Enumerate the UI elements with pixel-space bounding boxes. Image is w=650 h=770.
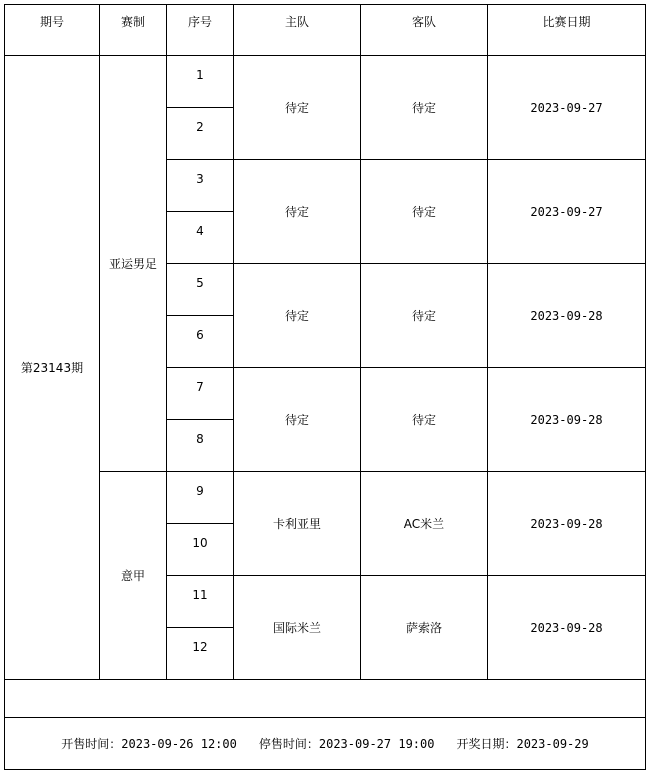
seq-cell: 1	[167, 56, 234, 108]
seq-cell: 12	[167, 628, 234, 680]
competition-cell: 意甲	[100, 472, 167, 680]
home-team-cell: 待定	[234, 160, 361, 264]
sale-start-value: 2023-09-26 12:00	[121, 736, 237, 751]
footer-row	[5, 718, 646, 770]
seq-cell: 5	[167, 264, 234, 316]
header-date: 比赛日期	[488, 5, 646, 56]
header-issue: 期号	[5, 5, 100, 56]
draw-date-label: 开奖日期：	[456, 736, 517, 751]
seq-cell: 8	[167, 420, 234, 472]
match-date-cell: 2023-09-28	[488, 264, 646, 368]
match-date-cell: 2023-09-27	[488, 160, 646, 264]
seq-cell: 4	[167, 212, 234, 264]
match-date-cell: 2023-09-28	[488, 368, 646, 472]
away-team-cell: 萨索洛	[361, 576, 488, 680]
match-date-cell: 2023-09-28	[488, 472, 646, 576]
seq-cell: 11	[167, 576, 234, 628]
seq-cell: 6	[167, 316, 234, 368]
home-team-cell: 国际米兰	[234, 576, 361, 680]
header-row	[5, 5, 646, 56]
competition-cell: 亚运男足	[100, 56, 167, 472]
away-team-cell: 待定	[361, 368, 488, 472]
seq-cell: 2	[167, 108, 234, 160]
seq-cell: 9	[167, 472, 234, 524]
blank-row	[5, 680, 646, 718]
match-date-cell: 2023-09-27	[488, 56, 646, 160]
home-team-cell: 待定	[234, 56, 361, 160]
home-team-cell: 待定	[234, 368, 361, 472]
header-home: 主队	[234, 5, 361, 56]
header-competition: 赛制	[100, 5, 167, 56]
sale-stop-value: 2023-09-27 19:00	[318, 736, 435, 751]
home-team-cell: 待定	[234, 264, 361, 368]
header-away: 客队	[361, 5, 488, 56]
away-team-cell: 待定	[361, 160, 488, 264]
blank-cell	[5, 680, 646, 718]
issue-cell: 第23143期	[5, 56, 100, 680]
away-team-cell: 待定	[361, 56, 488, 160]
home-team-cell: 卡利亚里	[234, 472, 361, 576]
away-team-cell: AC米兰	[361, 472, 488, 576]
table-row	[5, 472, 646, 524]
seq-cell: 3	[167, 160, 234, 212]
header-seq: 序号	[167, 5, 234, 56]
draw-date-value: 2023-09-29	[516, 736, 589, 751]
schedule-table	[4, 4, 646, 770]
match-date-cell: 2023-09-28	[488, 576, 646, 680]
table-row	[5, 56, 646, 108]
seq-cell: 10	[167, 524, 234, 576]
footer-cell	[5, 718, 646, 770]
sale-start-label: 开售时间：	[61, 736, 122, 751]
seq-cell: 7	[167, 368, 234, 420]
sale-stop-label: 停售时间：	[258, 736, 319, 751]
away-team-cell: 待定	[361, 264, 488, 368]
